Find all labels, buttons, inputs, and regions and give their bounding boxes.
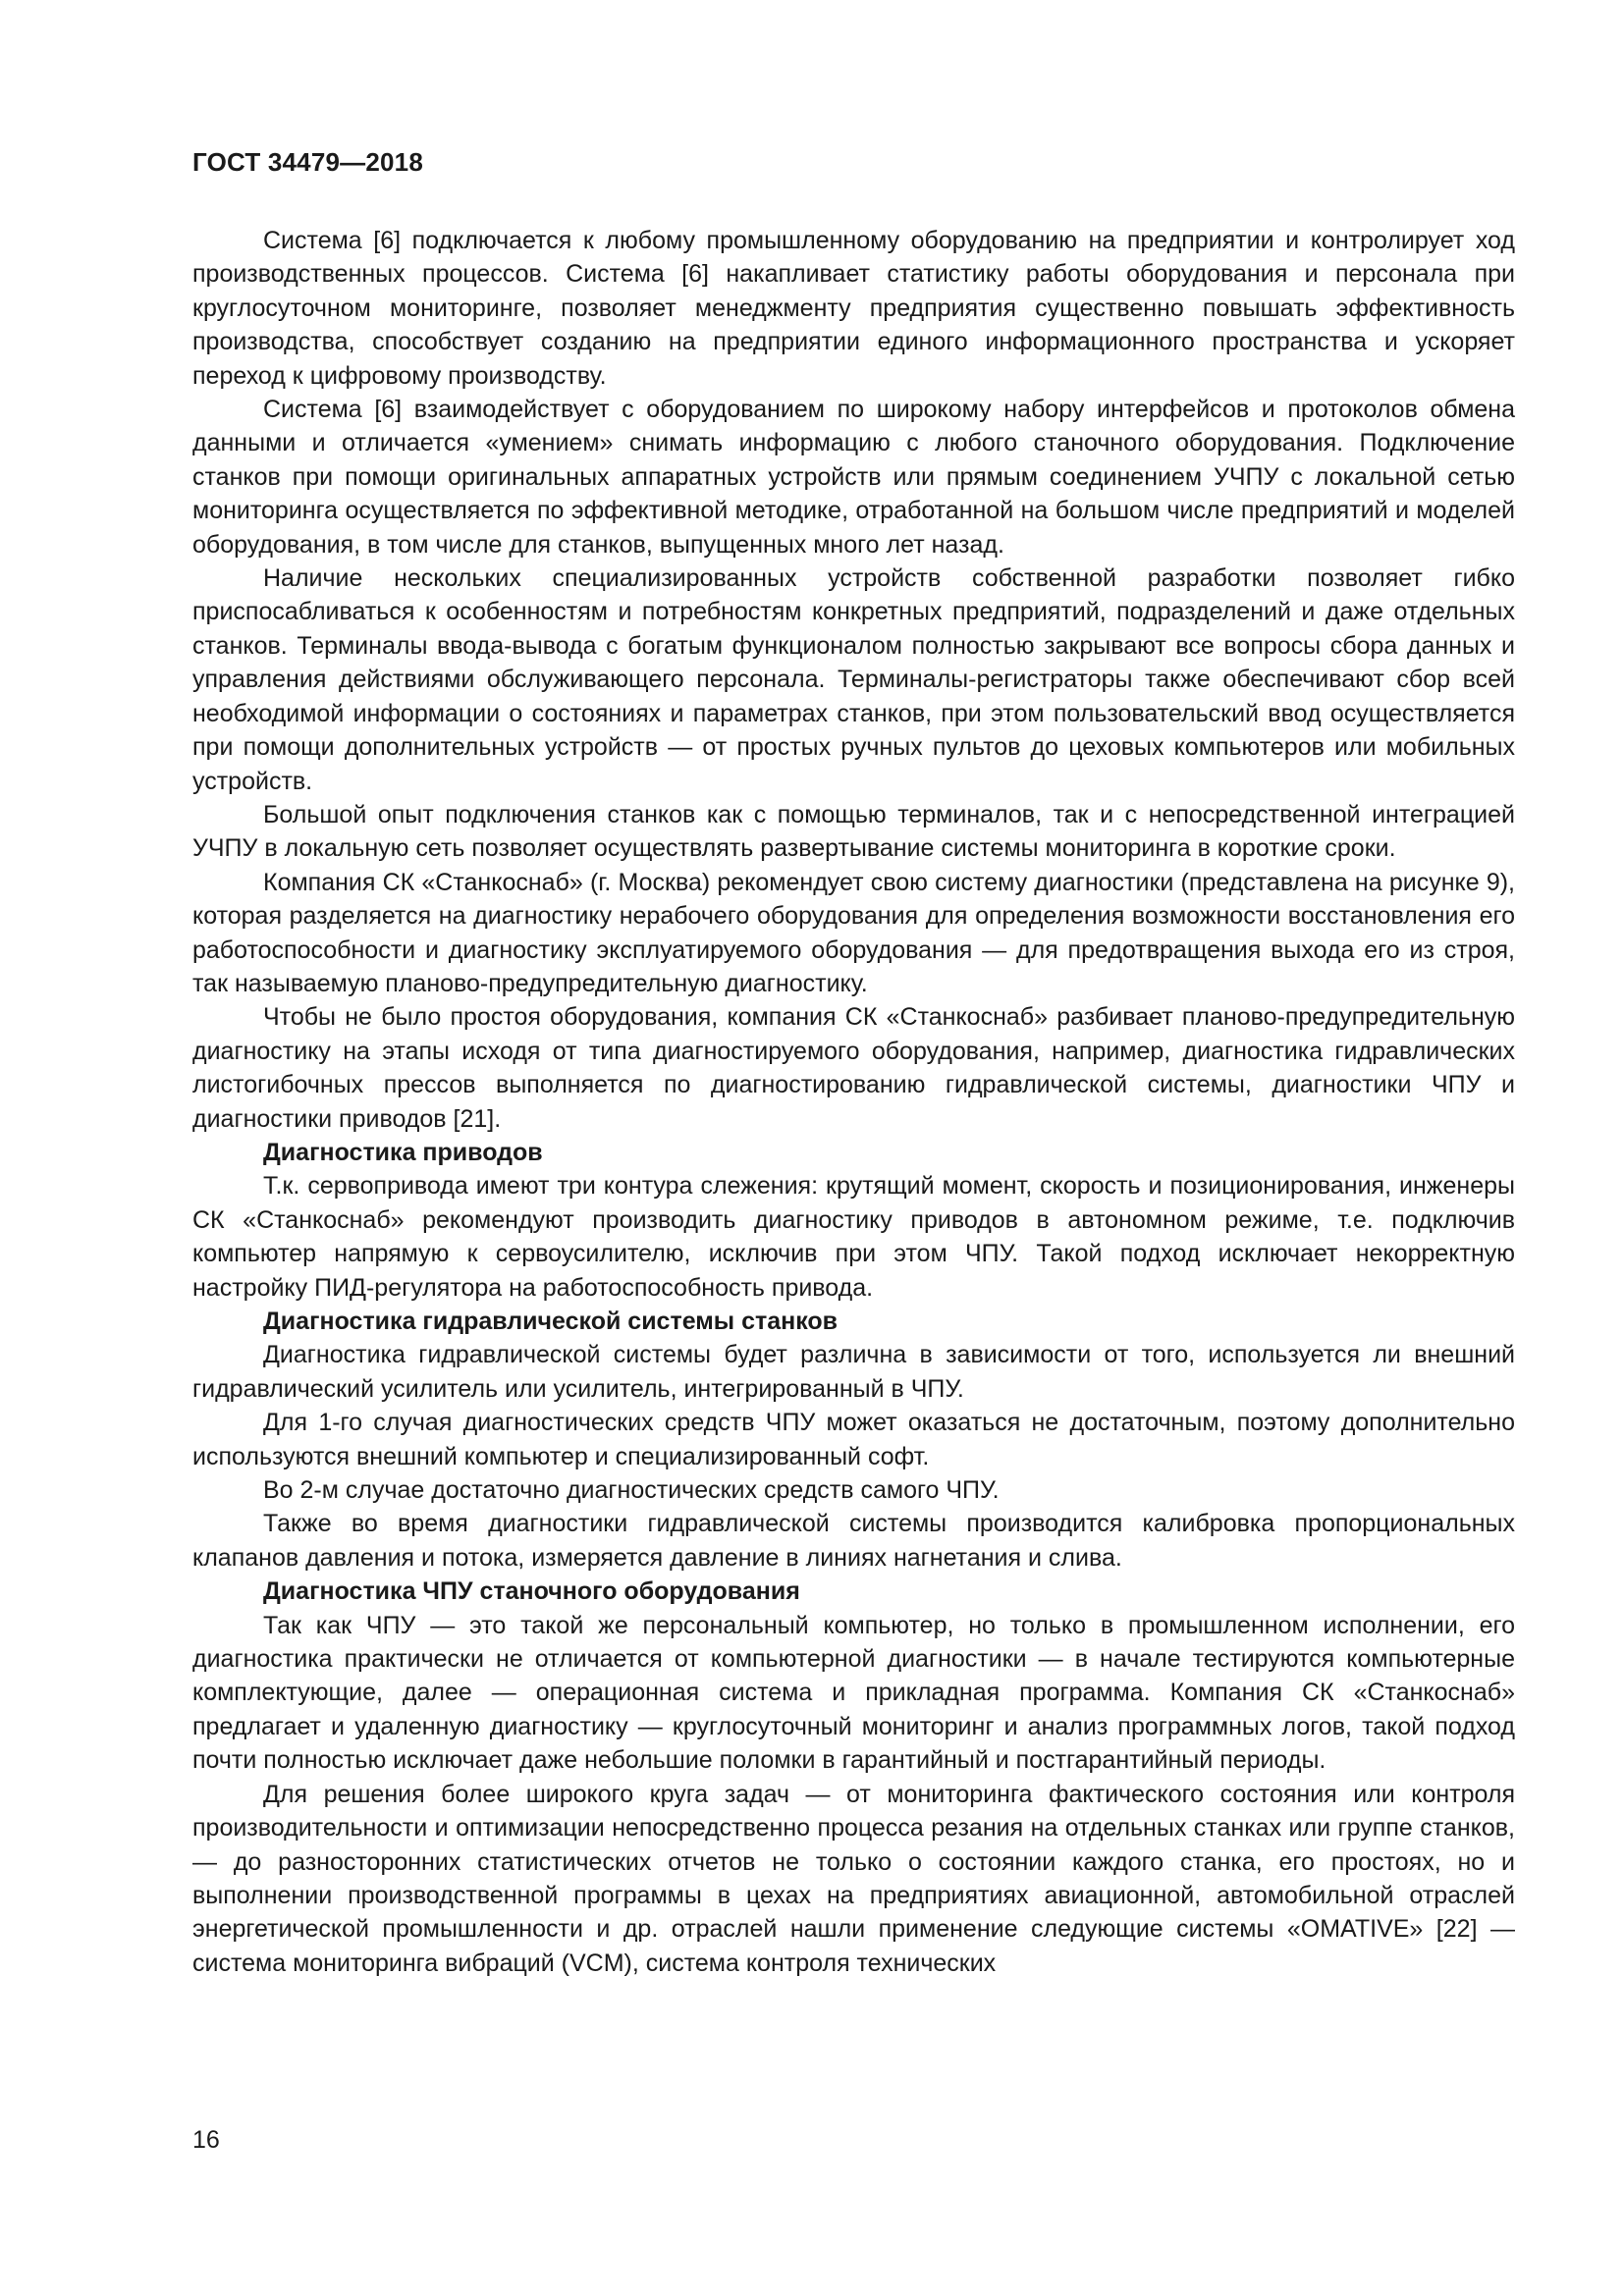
section-heading: Диагностика ЧПУ станочного оборудования [263, 1577, 800, 1606]
paragraph: Во 2-м случае достаточно диагностических средств самого ЧПУ. [263, 1476, 1000, 1505]
paragraph: Для 1-го случая диагностических средств ЧПУ может оказаться не достаточным, поэтому дополнительно используются внешний компьютер и специализированный софт. [192, 1409, 1515, 1470]
section-heading: Диагностика гидравлической системы станков [263, 1308, 839, 1335]
paragraph: Также во время диагностики гидравлической системы производится калибровка пропорциональных клапанов давления и потока, измеряется давление в линиях нагнетания и слива. [192, 1510, 1515, 1572]
paragraph: Чтобы не было простоя оборудования, компания СК «Станкоснаб» разбивает планово-предупредительную диагностику на этапы исходя от типа диагностируемого оборудования, например, диагностика гидравлических листогибочных прессов выполняется по диагностированию гидравлической системы, диагностики ЧПУ и диагностики приводов [21]. [192, 1003, 1515, 1133]
paragraph: Наличие нескольких специализированных устройств собственной разработки позволяет гибко приспосабливаться к особенностям и потребностям конкретных предприятий, подразделений и даже отдельных станков. Терминалы ввода-вывода с богатым функционалом полностью закрывают все вопросы сбора данных и управления действиями обслуживающего персонала. Терминалы-регистраторы также обеспечивают сбор всей необходимой информации о состояниях и параметрах станков, при этом пользовательский ввод осуществляется при помощи дополнительных устройств — от простых ручных пультов до цеховых компьютеров или мобильных устройств. [192, 564, 1515, 795]
paragraph: Так как ЧПУ — это такой же персональный компьютер, но только в промышленном исполнении, его диагностика практически не отличается от компьютерной диагностики — в начале тестируются компьютерные комплектующие, далее — операционная система и прикладная программа. Компания СК «Станкоснаб» предлагает и удаленную диагностику — круглосуточный мониторинг и анализ программных логов, такой подход почти полностью исключает даже небольшие поломки в гарантийный и постгарантийный периоды. [192, 1611, 1515, 1775]
paragraph: Система [6] подключается к любому промышленному оборудованию на предприятии и контролирует ход производственных процессов. Система [6] накапливает статистику работы оборудования и персонала при круглосуточном мониторинге, позволяет менеджменту предприятия существенно повышать эффективность производства, способствует созданию на предприятии единого информационного пространства и ускоряет переход к цифровому производству. [192, 227, 1515, 390]
document-header: ГОСТ 34479—2018 [192, 147, 423, 177]
paragraph: Т.к. сервопривода имеют три контура слежения: крутящий момент, скорость и позиционирования, инженеры СК «Станкоснаб» рекомендуют производить диагностику приводов в автономном режиме, т.е. подключив компьютер напрямую к сервоусилителю, исключив при этом ЧПУ. Такой подход исключает некорректную настройку ПИД-регулятора на работоспособность привода. [192, 1172, 1515, 1302]
section-heading: Диагностика приводов [263, 1138, 543, 1166]
document-body [192, 224, 1515, 1980]
paragraph: Для решения более широкого круга задач — от мониторинга фактического состояния или контроля производительности и оптимизации непосредственно процесса резания на отдельных станках или группе станков, — до разносторонних статистических отчетов не только о состоянии каждого станка, его простоях, но и выполнении производственной программы в цехах на предприятиях авиационной, автомобильной отраслей энергетической промышленности и др. отраслей нашли применение следующие системы «OMATIVE» [22] — система мониторинга вибраций (VCM), система контроля технических [192, 1780, 1515, 1977]
page-number: 16 [192, 2126, 220, 2154]
paragraph: Компания СК «Станкоснаб» (г. Москва) рекомендует свою систему диагностики (представлена на рисунке 9), которая разделяется на диагностику нерабочего оборудования для определения возможности восстановления его работоспособности и диагностику эксплуатируемого оборудования — для предотвращения выхода его из строя, так называемую планово-предупредительную диагностику. [192, 868, 1515, 997]
paragraph: Большой опыт подключения станков как с помощью терминалов, так и с непосредственной интеграцией УЧПУ в локальную сеть позволяет осуществлять развертывание системы мониторинга в короткие сроки. [192, 800, 1515, 863]
paragraph: Система [6] взаимодействует с оборудованием по широкому набору интерфейсов и протоколов обмена данными и отличается «умением» снимать информацию с любого станочного оборудования. Подключение станков при помощи оригинальных аппаратных устройств или прямым соединением УЧПУ с локальной сетью мониторинга осуществляется по эффективной методике, отработанной на большом числе предприятий и моделей оборудования, в том числе для станков, выпущенных много лет назад. [192, 396, 1515, 559]
paragraph: Диагностика гидравлической системы будет различна в зависимости от того, используется ли внешний гидравлический усилитель или усилитель, интегрированный в ЧПУ. [192, 1341, 1515, 1403]
